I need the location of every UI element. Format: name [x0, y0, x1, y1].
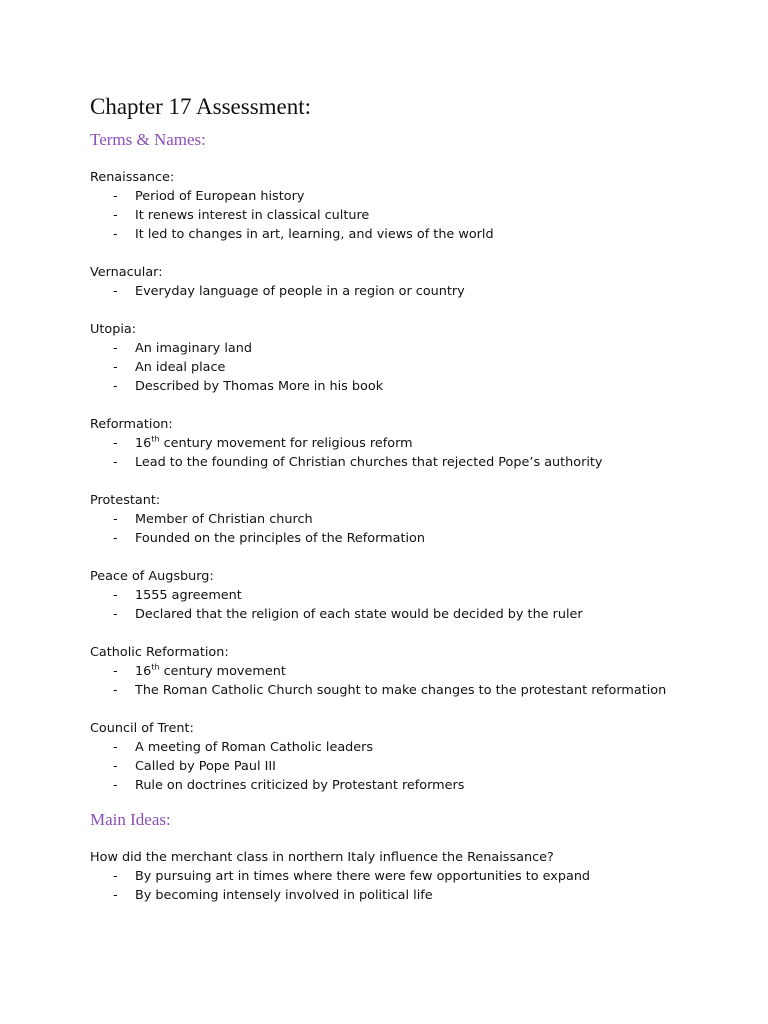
bullet-item: - It renews interest in classical culture	[90, 206, 730, 225]
ordinal-suffix: th	[151, 662, 160, 672]
bullet-item: - 1555 agreement	[90, 586, 730, 605]
bullet-text-post: century movement for religious reform	[159, 436, 413, 451]
term-label: Protestant:	[90, 493, 161, 508]
term-bullet-list	[90, 282, 730, 301]
term-label: Catholic Reformation:	[90, 645, 229, 660]
bullet-item: - An ideal place	[90, 358, 730, 377]
term-bullet-list	[90, 510, 730, 548]
answer-bullet-list	[90, 867, 730, 905]
bullet-item: - Described by Thomas More in his book	[90, 377, 730, 396]
main-idea-question: How did the merchant class in northern Italy influence the Renaissance?	[90, 850, 554, 865]
term-entry	[90, 643, 730, 700]
terms-names-heading: Terms & Names:	[90, 130, 206, 149]
bullet-item: - By pursuing art in times where there were few opportunities to expand	[90, 867, 730, 886]
bullet-item: - It led to changes in art, learning, and views of the world	[90, 225, 730, 244]
term-label: Vernacular:	[90, 265, 163, 280]
term-entry	[90, 491, 730, 548]
term-entry	[90, 263, 730, 301]
term-bullet-list	[90, 586, 730, 624]
main-idea-entry	[90, 848, 730, 905]
term-bullet-list	[90, 662, 730, 700]
bullet-item: - An imaginary land	[90, 339, 730, 358]
main-ideas-list	[90, 848, 730, 905]
term-entry	[90, 415, 730, 472]
bullet-item: - The Roman Catholic Church sought to make changes to the protestant reformation	[90, 681, 730, 700]
term-bullet-list	[90, 434, 730, 472]
term-bullet-list	[90, 738, 730, 795]
ordinal-suffix: th	[151, 434, 160, 444]
document-page	[90, 92, 730, 905]
bullet-item: - Lead to the founding of Christian churches that rejected Pope’s authority	[90, 453, 730, 472]
term-label: Council of Trent:	[90, 721, 194, 736]
term-bullet-list	[90, 187, 730, 244]
bullet-item: - By becoming intensely involved in political life	[90, 886, 730, 905]
term-entry	[90, 567, 730, 624]
term-entry	[90, 719, 730, 795]
bullet-item	[90, 662, 730, 681]
term-label: Renaissance:	[90, 170, 175, 185]
term-bullet-list	[90, 339, 730, 396]
bullet-item: - Called by Pope Paul III	[90, 757, 730, 776]
main-ideas-heading: Main Ideas:	[90, 810, 171, 829]
bullet-item: - Everyday language of people in a region or country	[90, 282, 730, 301]
term-label: Utopia:	[90, 322, 137, 337]
bullet-text-post: century movement	[159, 664, 286, 679]
term-entry	[90, 320, 730, 396]
bullet-item: - Founded on the principles of the Reformation	[90, 529, 730, 548]
bullet-item: - Period of European history	[90, 187, 730, 206]
bullet-item: - A meeting of Roman Catholic leaders	[90, 738, 730, 757]
terms-list	[90, 168, 730, 795]
term-label: Reformation:	[90, 417, 173, 432]
bullet-item: - Declared that the religion of each state would be decided by the ruler	[90, 605, 730, 624]
term-entry	[90, 168, 730, 244]
bullet-item: - Rule on doctrines criticized by Protestant reformers	[90, 776, 730, 795]
bullet-text-pre: 16	[135, 664, 152, 679]
term-label: Peace of Augsburg:	[90, 569, 214, 584]
bullet-text-pre: 16	[135, 436, 152, 451]
bullet-item: - Member of Christian church	[90, 510, 730, 529]
bullet-item	[90, 434, 730, 453]
document-title: Chapter 17 Assessment:	[90, 94, 312, 119]
